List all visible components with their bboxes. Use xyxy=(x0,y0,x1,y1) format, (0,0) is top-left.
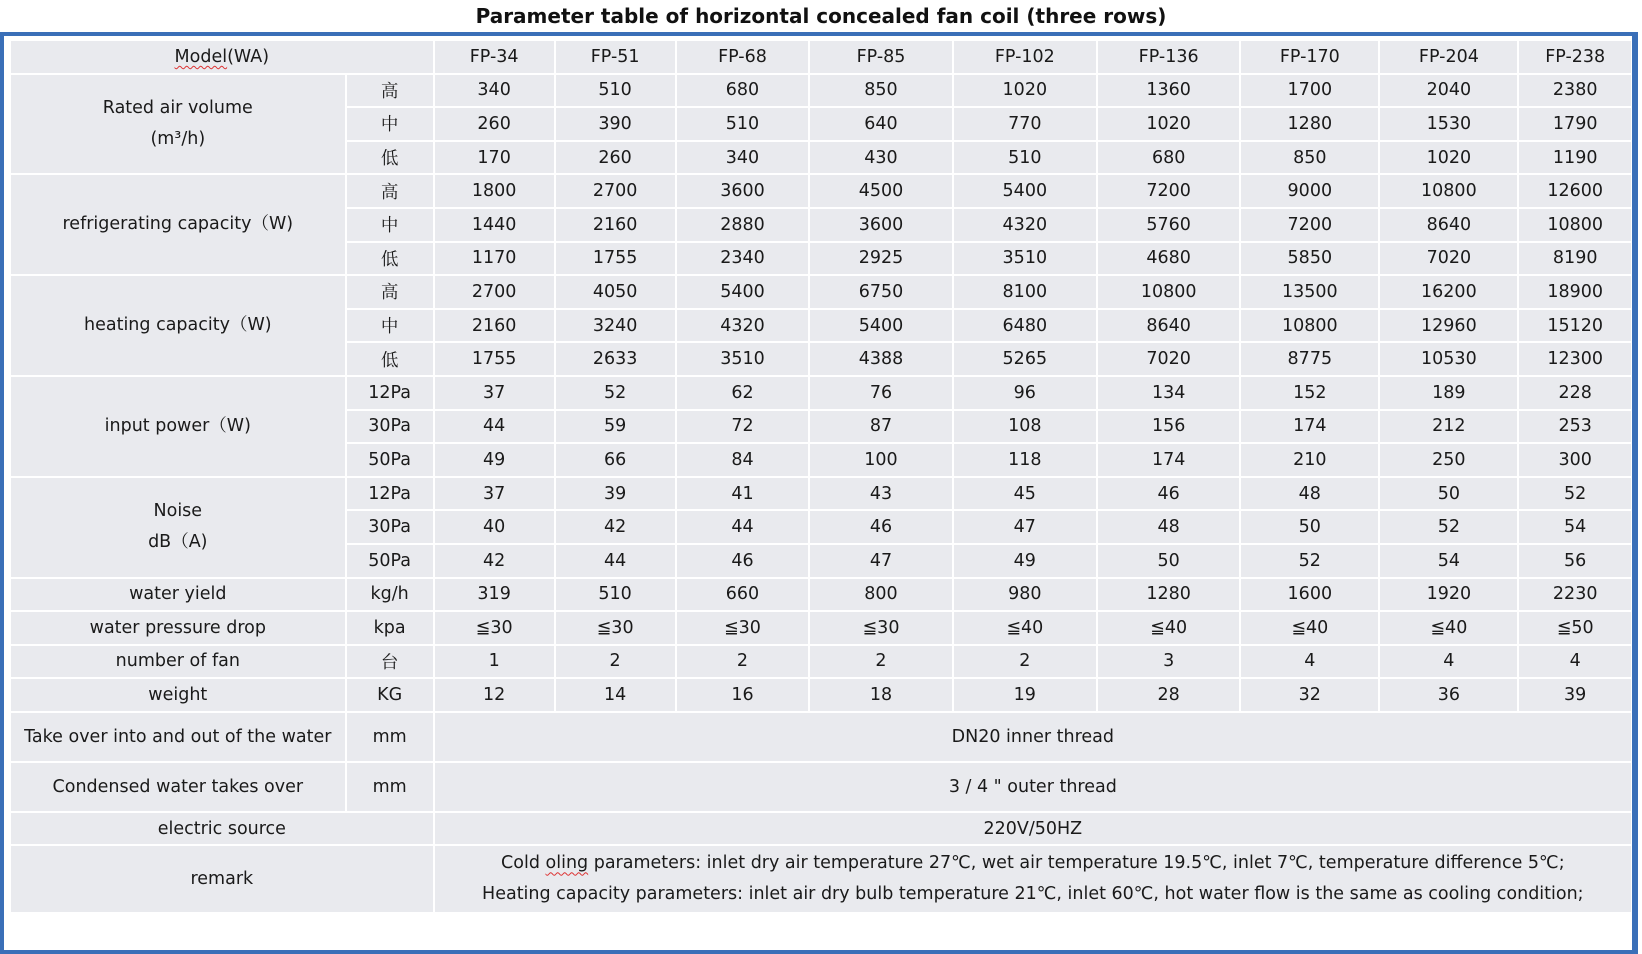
table-cell: 6750 xyxy=(810,276,951,308)
table-cell: 18 xyxy=(810,679,951,711)
table-cell: 52 xyxy=(1380,511,1517,543)
table-cell: 7200 xyxy=(1241,209,1378,241)
table-cell: 42 xyxy=(435,545,554,577)
table-cell: 10800 xyxy=(1380,175,1517,207)
model-column-header: FP-170 xyxy=(1241,41,1378,73)
table-cell: 52 xyxy=(556,377,675,409)
table-cell: 3510 xyxy=(677,343,809,375)
table-title: Parameter table of horizontal concealed fan coil (three rows) xyxy=(475,4,1167,28)
spec-table-frame xyxy=(0,32,1638,954)
table-cell: 156 xyxy=(1098,411,1239,443)
table-cell: 59 xyxy=(556,411,675,443)
unit-label: 台 xyxy=(347,646,433,678)
spanning-value: 220V/50HZ xyxy=(435,813,1631,845)
table-cell: 2340 xyxy=(677,243,809,275)
table-cell: 46 xyxy=(677,545,809,577)
table-cell: 50 xyxy=(1380,478,1517,510)
table-cell: 52 xyxy=(1519,478,1631,510)
table-cell: 2700 xyxy=(556,175,675,207)
table-cell: 48 xyxy=(1241,478,1378,510)
spec-table xyxy=(9,39,1633,914)
table-cell: 260 xyxy=(435,108,554,140)
table-cell: 16 xyxy=(677,679,809,711)
table-cell: 3510 xyxy=(954,243,1096,275)
table-cell: 390 xyxy=(556,108,675,140)
group-label-line: refrigerating capacity（W) xyxy=(62,214,294,235)
table-cell: 1280 xyxy=(1241,108,1378,140)
table-cell: 1530 xyxy=(1380,108,1517,140)
table-cell: 174 xyxy=(1098,444,1239,476)
table-cell: 47 xyxy=(810,545,951,577)
table-cell: 1920 xyxy=(1380,579,1517,611)
table-cell: 10800 xyxy=(1241,310,1378,342)
row-label: number of fan xyxy=(11,646,345,678)
unit-label: KG xyxy=(347,679,433,711)
sub-label: 高 xyxy=(347,276,433,308)
table-cell: 76 xyxy=(810,377,951,409)
sub-label: 高 xyxy=(347,75,433,107)
table-cell: 118 xyxy=(954,444,1096,476)
table-row xyxy=(11,478,1631,510)
model-header xyxy=(11,41,433,73)
sub-label: 低 xyxy=(347,343,433,375)
table-cell: 3240 xyxy=(556,310,675,342)
table-cell: 72 xyxy=(677,411,809,443)
table-cell: 170 xyxy=(435,142,554,174)
table-cell: 12960 xyxy=(1380,310,1517,342)
table-cell: 10800 xyxy=(1519,209,1631,241)
table-cell: 1190 xyxy=(1519,142,1631,174)
table-cell: 430 xyxy=(810,142,951,174)
table-cell: 253 xyxy=(1519,411,1631,443)
table-cell: 43 xyxy=(810,478,951,510)
sub-label: 中 xyxy=(347,310,433,342)
table-cell: 134 xyxy=(1098,377,1239,409)
table-cell: 3600 xyxy=(810,209,951,241)
spanning-value: 3 / 4 " outer thread xyxy=(435,763,1631,811)
table-cell: 10800 xyxy=(1098,276,1239,308)
table-row xyxy=(11,175,1631,207)
table-row xyxy=(11,679,1631,711)
table-cell: 260 xyxy=(556,142,675,174)
table-cell: 9000 xyxy=(1241,175,1378,207)
table-cell: 5400 xyxy=(954,175,1096,207)
table-cell: 2040 xyxy=(1380,75,1517,107)
remark-row xyxy=(11,846,1631,912)
table-row xyxy=(11,763,1631,811)
table-cell: 2 xyxy=(556,646,675,678)
table-cell: 13500 xyxy=(1241,276,1378,308)
row-label: water pressure drop xyxy=(11,612,345,644)
table-cell: 1800 xyxy=(435,175,554,207)
table-cell: 100 xyxy=(810,444,951,476)
table-cell: 980 xyxy=(954,579,1096,611)
group-label xyxy=(11,75,345,174)
table-cell: 4 xyxy=(1519,646,1631,678)
table-cell: 15120 xyxy=(1519,310,1631,342)
sub-label: 50Pa xyxy=(347,444,433,476)
group-label xyxy=(11,377,345,476)
table-cell: 2 xyxy=(810,646,951,678)
header-row xyxy=(11,41,1631,73)
table-cell: 44 xyxy=(677,511,809,543)
table-cell: 5400 xyxy=(810,310,951,342)
table-cell: 250 xyxy=(1380,444,1517,476)
table-cell: 37 xyxy=(435,377,554,409)
table-cell: 340 xyxy=(435,75,554,107)
table-cell: 54 xyxy=(1380,545,1517,577)
group-label xyxy=(11,175,345,274)
table-cell: ≦40 xyxy=(1241,612,1378,644)
table-cell: 66 xyxy=(556,444,675,476)
table-cell: 319 xyxy=(435,579,554,611)
table-cell: ≦50 xyxy=(1519,612,1631,644)
table-cell: 4320 xyxy=(954,209,1096,241)
table-cell: 2 xyxy=(954,646,1096,678)
table-row xyxy=(11,579,1631,611)
table-cell: 4500 xyxy=(810,175,951,207)
table-cell: 8100 xyxy=(954,276,1096,308)
table-cell: 47 xyxy=(954,511,1096,543)
table-cell: 2160 xyxy=(435,310,554,342)
table-cell: 770 xyxy=(954,108,1096,140)
table-cell: 5850 xyxy=(1241,243,1378,275)
table-cell: ≦30 xyxy=(810,612,951,644)
table-cell: 510 xyxy=(556,75,675,107)
table-cell: 4 xyxy=(1380,646,1517,678)
group-label-line: Noise xyxy=(153,501,203,522)
table-cell: 6480 xyxy=(954,310,1096,342)
table-cell: 19 xyxy=(954,679,1096,711)
table-cell: 2230 xyxy=(1519,579,1631,611)
table-cell: 800 xyxy=(810,579,951,611)
remark-line: Heating capacity parameters: inlet air dry bulb temperature 21℃, inlet 60℃, hot water flow is the same as cooling condition; xyxy=(482,884,1584,905)
table-cell: ≦30 xyxy=(677,612,809,644)
sub-label: 30Pa xyxy=(347,411,433,443)
sub-label: 12Pa xyxy=(347,478,433,510)
table-cell: 1280 xyxy=(1098,579,1239,611)
group-label-line: (m³/h) xyxy=(150,128,206,149)
table-cell: 36 xyxy=(1380,679,1517,711)
table-cell: 42 xyxy=(556,511,675,543)
row-label: electric source xyxy=(11,813,433,845)
table-cell: ≦30 xyxy=(556,612,675,644)
table-cell: 4680 xyxy=(1098,243,1239,275)
table-cell: 3600 xyxy=(677,175,809,207)
table-cell: 18900 xyxy=(1519,276,1631,308)
table-cell: 1700 xyxy=(1241,75,1378,107)
table-cell: 96 xyxy=(954,377,1096,409)
table-cell: 2380 xyxy=(1519,75,1631,107)
table-cell: 39 xyxy=(1519,679,1631,711)
unit-label: kpa xyxy=(347,612,433,644)
table-cell: 41 xyxy=(677,478,809,510)
unit-label: mm xyxy=(347,713,433,761)
remark-text-part: Cold xyxy=(501,853,546,874)
row-label: Take over into and out of the water xyxy=(11,713,345,761)
table-row xyxy=(11,713,1631,761)
model-column-header: FP-102 xyxy=(954,41,1096,73)
unit-label: mm xyxy=(347,763,433,811)
table-cell: 152 xyxy=(1241,377,1378,409)
table-cell: 4320 xyxy=(677,310,809,342)
table-cell: 1020 xyxy=(1098,108,1239,140)
table-cell: 8775 xyxy=(1241,343,1378,375)
remark-text-part: oling xyxy=(545,853,589,874)
sub-label: 中 xyxy=(347,108,433,140)
table-cell: 1360 xyxy=(1098,75,1239,107)
sub-label: 低 xyxy=(347,243,433,275)
table-cell: 4388 xyxy=(810,343,951,375)
table-cell: 2633 xyxy=(556,343,675,375)
table-cell: 87 xyxy=(810,411,951,443)
sub-label: 中 xyxy=(347,209,433,241)
table-cell: 7200 xyxy=(1098,175,1239,207)
table-cell: 510 xyxy=(954,142,1096,174)
model-column-header: FP-136 xyxy=(1098,41,1239,73)
spanning-value: DN20 inner thread xyxy=(435,713,1631,761)
model-column-header: FP-238 xyxy=(1519,41,1631,73)
table-cell: 48 xyxy=(1098,511,1239,543)
remark-line xyxy=(435,848,1631,879)
table-cell: 39 xyxy=(556,478,675,510)
sub-label: 12Pa xyxy=(347,377,433,409)
table-cell: 680 xyxy=(677,75,809,107)
table-cell: 4050 xyxy=(556,276,675,308)
table-cell: 56 xyxy=(1519,545,1631,577)
table-cell: ≦40 xyxy=(1098,612,1239,644)
table-cell: 52 xyxy=(1241,545,1378,577)
model-column-header: FP-68 xyxy=(677,41,809,73)
table-cell: 1600 xyxy=(1241,579,1378,611)
table-cell: 1755 xyxy=(435,343,554,375)
table-cell: 45 xyxy=(954,478,1096,510)
table-cell: 54 xyxy=(1519,511,1631,543)
table-cell: 32 xyxy=(1241,679,1378,711)
table-cell: 2160 xyxy=(556,209,675,241)
model-column-header: FP-85 xyxy=(810,41,951,73)
sub-label: 低 xyxy=(347,142,433,174)
table-cell: 44 xyxy=(556,545,675,577)
table-cell: 7020 xyxy=(1098,343,1239,375)
table-cell: 1 xyxy=(435,646,554,678)
table-cell: 46 xyxy=(1098,478,1239,510)
table-cell: 2700 xyxy=(435,276,554,308)
group-label-line: dB（A) xyxy=(148,532,208,553)
model-unit: (WA) xyxy=(227,46,270,67)
table-cell: ≦30 xyxy=(435,612,554,644)
table-cell: 62 xyxy=(677,377,809,409)
row-label: water yield xyxy=(11,579,345,611)
table-cell: 84 xyxy=(677,444,809,476)
table-cell: 850 xyxy=(810,75,951,107)
table-cell: 340 xyxy=(677,142,809,174)
table-cell: 16200 xyxy=(1380,276,1517,308)
table-cell: 174 xyxy=(1241,411,1378,443)
table-cell: 1440 xyxy=(435,209,554,241)
table-cell: 660 xyxy=(677,579,809,611)
model-label: Model xyxy=(174,46,228,67)
table-cell: 46 xyxy=(810,511,951,543)
table-cell: 37 xyxy=(435,478,554,510)
model-column-header: FP-204 xyxy=(1380,41,1517,73)
table-cell: 1755 xyxy=(556,243,675,275)
table-row xyxy=(11,813,1631,845)
table-cell: 3 xyxy=(1098,646,1239,678)
group-label xyxy=(11,276,345,375)
table-cell: 189 xyxy=(1380,377,1517,409)
table-cell: 2880 xyxy=(677,209,809,241)
table-cell: 8640 xyxy=(1098,310,1239,342)
table-row xyxy=(11,75,1631,107)
table-cell: 510 xyxy=(677,108,809,140)
table-cell: 8190 xyxy=(1519,243,1631,275)
table-cell: 50 xyxy=(1098,545,1239,577)
table-cell: 12600 xyxy=(1519,175,1631,207)
table-cell: 44 xyxy=(435,411,554,443)
table-cell: 108 xyxy=(954,411,1096,443)
sub-label: 高 xyxy=(347,175,433,207)
table-cell: 1020 xyxy=(954,75,1096,107)
table-cell: 1020 xyxy=(1380,142,1517,174)
group-label-line: input power（W) xyxy=(104,415,251,436)
group-label-line: heating capacity（W) xyxy=(84,315,272,336)
table-cell: 14 xyxy=(556,679,675,711)
table-cell: 300 xyxy=(1519,444,1631,476)
table-cell: 5760 xyxy=(1098,209,1239,241)
row-label: Condensed water takes over xyxy=(11,763,345,811)
table-cell: 510 xyxy=(556,579,675,611)
row-label: remark xyxy=(11,846,433,912)
model-column-header: FP-51 xyxy=(556,41,675,73)
table-cell: 5265 xyxy=(954,343,1096,375)
table-row xyxy=(11,276,1631,308)
table-cell: 212 xyxy=(1380,411,1517,443)
table-cell: 5400 xyxy=(677,276,809,308)
table-cell: ≦40 xyxy=(954,612,1096,644)
remark-text xyxy=(435,846,1631,912)
table-cell: 28 xyxy=(1098,679,1239,711)
table-cell: 4 xyxy=(1241,646,1378,678)
table-cell: 1170 xyxy=(435,243,554,275)
table-cell: 40 xyxy=(435,511,554,543)
table-cell: 7020 xyxy=(1380,243,1517,275)
sub-label: 50Pa xyxy=(347,545,433,577)
table-cell: 50 xyxy=(1241,511,1378,543)
table-cell: 2 xyxy=(677,646,809,678)
group-label xyxy=(11,478,345,577)
table-cell: 210 xyxy=(1241,444,1378,476)
table-row xyxy=(11,646,1631,678)
table-row xyxy=(11,612,1631,644)
table-cell: 12300 xyxy=(1519,343,1631,375)
table-cell: ≦40 xyxy=(1380,612,1517,644)
row-label: weight xyxy=(11,679,345,711)
table-cell: 10530 xyxy=(1380,343,1517,375)
remark-text-part: parameters: inlet dry air temperature 27℃, wet air temperature 19.5℃, inlet 7℃, temperature difference 5℃; xyxy=(588,853,1565,874)
group-label-line: Rated air volume xyxy=(102,97,253,118)
table-cell: 49 xyxy=(435,444,554,476)
model-column-header: FP-34 xyxy=(435,41,554,73)
table-row xyxy=(11,377,1631,409)
table-cell: 8640 xyxy=(1380,209,1517,241)
table-cell: 12 xyxy=(435,679,554,711)
table-cell: 1790 xyxy=(1519,108,1631,140)
table-cell: 2925 xyxy=(810,243,951,275)
sub-label: 30Pa xyxy=(347,511,433,543)
table-cell: 640 xyxy=(810,108,951,140)
table-cell: 228 xyxy=(1519,377,1631,409)
table-cell: 680 xyxy=(1098,142,1239,174)
table-cell: 49 xyxy=(954,545,1096,577)
table-cell: 850 xyxy=(1241,142,1378,174)
unit-label: kg/h xyxy=(347,579,433,611)
